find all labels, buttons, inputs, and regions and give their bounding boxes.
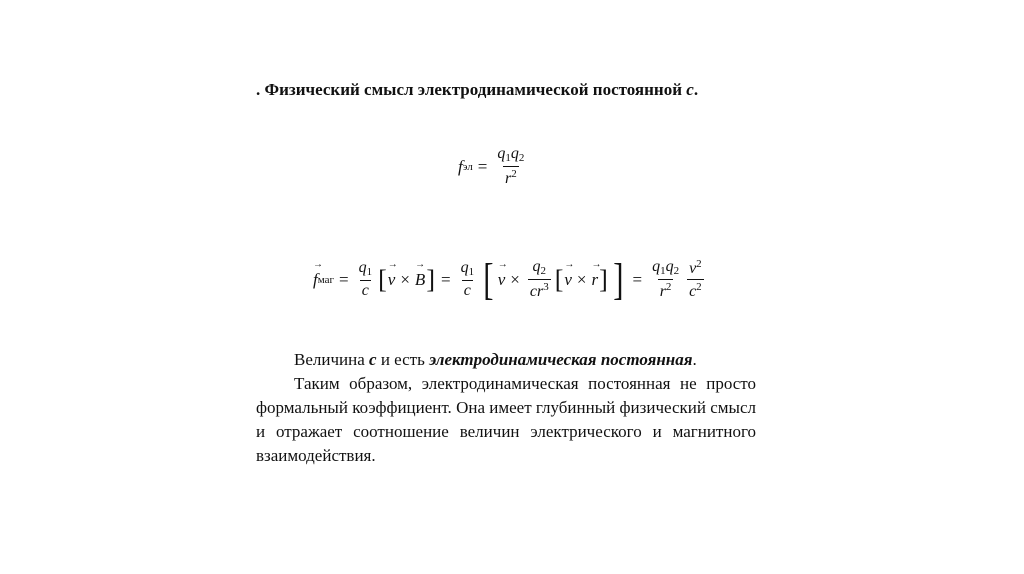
slide-heading [256, 80, 776, 100]
magnetic-force-formula: f → маг = $\frac{q_1}{c}$ [ v → × B → ] = $\frac{q_1}{c}$ [ v → × $\frac{q_2}{cr^3}$ [ v → × r → ] ] = $\frac{q_1q_2}{r^2}$ $\frac{v^2}{c^2}$ [313, 258, 707, 302]
fraction: $\frac{q_1}{c}$ [460, 259, 475, 299]
fraction: $\frac{q_1}{c}$ [358, 259, 373, 299]
heading-text: . Физический смысл электродинамической постоянной [256, 80, 687, 99]
fraction: $\frac{q_1q_2}{r^2}$ [652, 258, 680, 300]
fraction: $\frac{q_1q_2}{r^2}$ [497, 145, 525, 187]
fraction: $\frac{v^2}{c^2}$ [689, 258, 702, 301]
paragraph-2: Таким образом, электродинамическая постоянная не просто формальный коэффициент. Она имеет глубинный физический смысл и отражает соотношение величин электрического и магнитного взаимодействия. [256, 374, 756, 465]
fraction: $\frac{q_2}{cr^3}$ [529, 258, 549, 300]
body-text [256, 348, 756, 468]
electric-force-formula: f эл = $\frac{q_1q_2}{r^2}$ [458, 145, 525, 187]
heading-dot: . [693, 80, 699, 99]
heading-symbol: c [686, 80, 694, 99]
paragraph-1: Величина с и есть электродинамическая постоянная. [294, 350, 697, 369]
